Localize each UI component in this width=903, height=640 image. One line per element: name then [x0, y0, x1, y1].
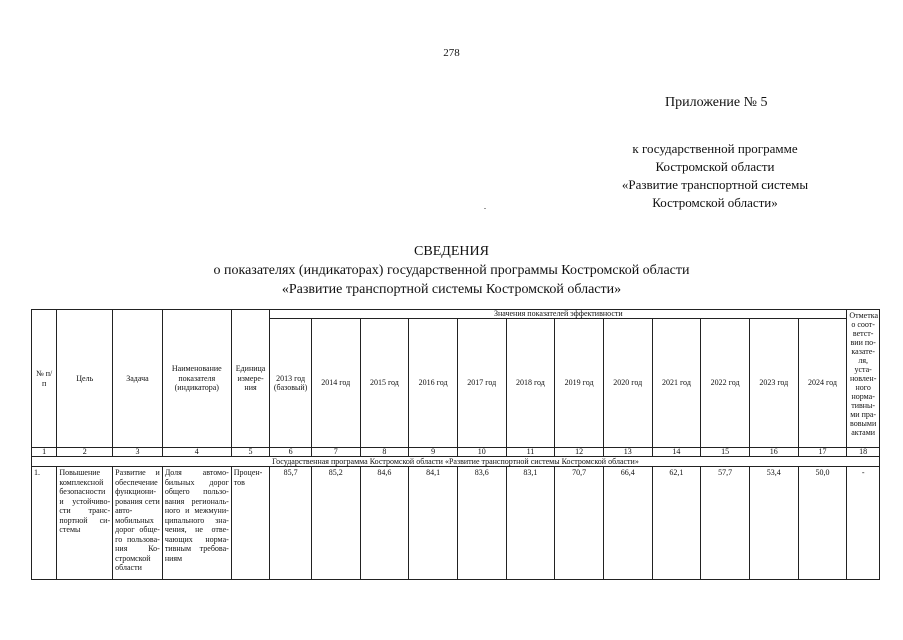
column-number: 12 [555, 448, 604, 457]
header-values-group: Значения показателей эффективности [270, 310, 847, 319]
header-task: Задача [113, 310, 163, 448]
program-reference [600, 140, 830, 212]
header-year: 2017 год [457, 319, 506, 448]
row-value: 83,6 [457, 467, 506, 580]
column-numbers-row [32, 448, 880, 457]
page-number: 278 [443, 47, 460, 59]
program-row [32, 457, 880, 467]
column-number: 5 [231, 448, 270, 457]
header-goal: Цель [57, 310, 113, 448]
column-number: 1 [32, 448, 57, 457]
row-num: 1. [32, 467, 57, 580]
column-number: 15 [701, 448, 750, 457]
column-number: 7 [311, 448, 360, 457]
column-number: 10 [457, 448, 506, 457]
row-value: 53,4 [749, 467, 798, 580]
row-unit: Процен-тов [231, 467, 270, 580]
row-indicator: Доля автомо-бильных дорог общего пользо-вания региональ-ного и межмуни-ципального зна-чения, не отве-чающих норма-тивным требова-ниям [162, 467, 231, 580]
header-year: 2024 год [798, 319, 847, 448]
row-value: 84,1 [409, 467, 458, 580]
column-number: 16 [749, 448, 798, 457]
row-goal: Повышение комплексной безопасности и устойчиво-сти транс-портной си-стемы [57, 467, 113, 580]
column-number: 2 [57, 448, 113, 457]
program-reference-line: «Развитие транспортной системы [621, 177, 809, 192]
appendix-label: Приложение № 5 [665, 95, 768, 110]
row-value: 62,1 [652, 467, 701, 580]
program-row-title: Государственная программа Костромской области «Развитие транспортной системы Костромской области» [32, 457, 880, 467]
column-number: 4 [162, 448, 231, 457]
row-note: - [847, 467, 880, 580]
header-year: 2015 год [360, 319, 409, 448]
program-reference-line: Костромской области» [652, 195, 778, 210]
column-number: 17 [798, 448, 847, 457]
row-value: 84,6 [360, 467, 409, 580]
program-reference-line: Костромской области [655, 159, 775, 174]
column-number: 9 [409, 448, 458, 457]
row-task: Развитие и обеспечение функциони-рования сети авто-мобильных дорог обще-го пользова-ния Ко-стромской области [113, 467, 163, 580]
header-unit: Единица измере-ния [231, 310, 270, 448]
header-year: 2021 год [652, 319, 701, 448]
indicators-table [31, 309, 880, 580]
header-indicator: Наименование показателя (индикатора) [162, 310, 231, 448]
header-year: 2016 год [409, 319, 458, 448]
scan-speck [484, 208, 486, 209]
row-value: 70,7 [555, 467, 604, 580]
row-value: 85,2 [311, 467, 360, 580]
header-year: 2013 год (базовый) [270, 319, 312, 448]
column-number: 13 [603, 448, 652, 457]
column-number: 3 [113, 448, 163, 457]
header-year: 2019 год [555, 319, 604, 448]
header-year: 2022 год [701, 319, 750, 448]
column-number: 11 [506, 448, 555, 457]
column-number: 6 [270, 448, 312, 457]
document-title [0, 242, 903, 299]
row-value: 83,1 [506, 467, 555, 580]
row-value: 66,4 [603, 467, 652, 580]
column-number: 14 [652, 448, 701, 457]
header-year: 2023 год [749, 319, 798, 448]
row-value: 85,7 [270, 467, 312, 580]
program-reference-line: к государственной программе [632, 141, 798, 156]
header-year: 2020 год [603, 319, 652, 448]
column-number: 8 [360, 448, 409, 457]
column-number: 18 [847, 448, 880, 457]
row-value: 50,0 [798, 467, 847, 580]
title-line-3: «Развитие транспортной системы Костромской области» [281, 282, 622, 297]
title-line-2: о показателях (индикаторах) государственной программы Костромской области [213, 263, 690, 278]
header-year: 2018 год [506, 319, 555, 448]
table-row [32, 467, 880, 580]
header-num: № п/п [32, 310, 57, 448]
header-note: Отметка о соот-ветст-вии по-казате-ля, уста-новлен-ного норма-тивны-ми пра-вовыми актами [847, 310, 880, 448]
row-value: 57,7 [701, 467, 750, 580]
header-year: 2014 год [311, 319, 360, 448]
title-main: СВЕДЕНИЯ [414, 244, 489, 259]
header-row-1 [32, 310, 880, 319]
